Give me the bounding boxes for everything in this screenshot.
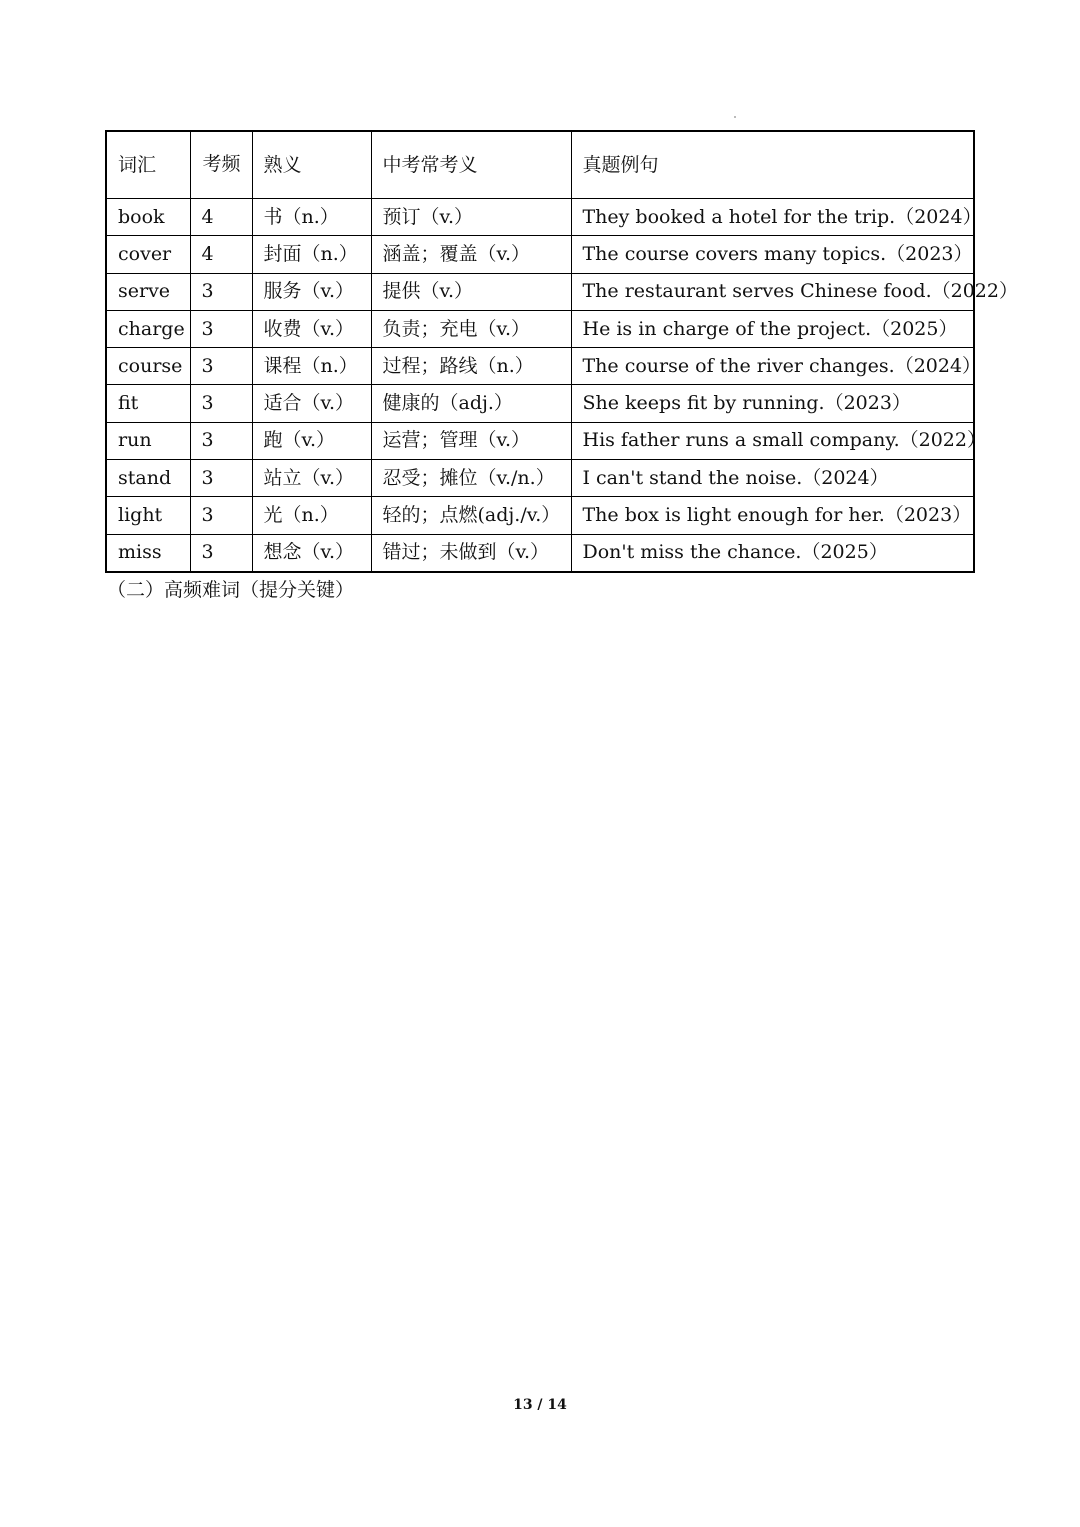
cell-word: cover	[106, 236, 190, 273]
cell-frequency: 4	[190, 199, 252, 236]
table-row	[106, 385, 974, 422]
cell-example-sentence: The box is light enough for her.（2023）	[571, 497, 974, 534]
cell-frequency: 3	[190, 310, 252, 347]
table-header-row	[106, 131, 974, 199]
cell-basic-meaning: 跑（v.）	[252, 422, 371, 459]
table-row	[106, 273, 974, 310]
table-body	[106, 199, 1018, 572]
cell-word: serve	[106, 273, 190, 310]
cell-frequency: 3	[190, 497, 252, 534]
cell-example-sentence: She keeps fit by running.（2023）	[571, 385, 974, 422]
table-row	[106, 422, 974, 459]
cell-exam-meaning: 提供（v.）	[371, 273, 571, 310]
table-row	[106, 199, 974, 236]
cell-frequency: 3	[190, 534, 252, 572]
cell-example-sentence: Don't miss the chance.（2025）	[571, 534, 974, 572]
table-row	[106, 497, 974, 534]
cell-word: book	[106, 199, 190, 236]
table-row	[106, 534, 974, 572]
section-heading: （二）高频难词（提分关键）	[107, 579, 355, 601]
cell-word: stand	[106, 460, 190, 497]
cell-exam-meaning: 预订（v.）	[371, 199, 571, 236]
cell-word: light	[106, 497, 190, 534]
header-basic-meaning: 熟义	[252, 131, 371, 199]
table-row	[106, 310, 974, 347]
cell-exam-meaning: 涵盖；覆盖（v.）	[371, 236, 571, 273]
cell-example-sentence: I can't stand the noise.（2024）	[571, 460, 974, 497]
page-number: 13 / 14	[513, 1397, 567, 1413]
table-row	[106, 460, 974, 497]
cell-frequency: 3	[190, 385, 252, 422]
cell-frequency: 3	[190, 460, 252, 497]
cell-example-sentence: The restaurant serves Chinese food.（2022）	[571, 273, 974, 310]
cell-word: fit	[106, 385, 190, 422]
cell-basic-meaning: 收费（v.）	[252, 310, 371, 347]
cell-basic-meaning: 封面（n.）	[252, 236, 371, 273]
cell-exam-meaning: 运营；管理（v.）	[371, 422, 571, 459]
cell-word: run	[106, 422, 190, 459]
cell-frequency: 3	[190, 348, 252, 385]
cell-exam-meaning: 忍受；摊位（v./n.）	[371, 460, 571, 497]
cell-exam-meaning: 错过；未做到（v.）	[371, 534, 571, 572]
cell-frequency: 4	[190, 236, 252, 273]
cell-frequency: 3	[190, 422, 252, 459]
cell-example-sentence: They booked a hotel for the trip.（2024）	[571, 199, 974, 236]
header-example-sentence: 真题例句	[571, 131, 974, 199]
cell-exam-meaning: 健康的（adj.）	[371, 385, 571, 422]
cell-word: charge	[106, 310, 190, 347]
cell-example-sentence: The course covers many topics.（2023）	[571, 236, 974, 273]
cell-exam-meaning: 过程；路线（n.）	[371, 348, 571, 385]
scan-speck	[734, 116, 736, 118]
cell-basic-meaning: 光（n.）	[252, 497, 371, 534]
cell-basic-meaning: 适合（v.）	[252, 385, 371, 422]
cell-example-sentence: His father runs a small company.（2022）	[571, 422, 974, 459]
cell-word: course	[106, 348, 190, 385]
header-word: 词汇	[106, 131, 190, 199]
cell-basic-meaning: 书（n.）	[252, 199, 371, 236]
cell-basic-meaning: 想念（v.）	[252, 534, 371, 572]
cell-basic-meaning: 站立（v.）	[252, 460, 371, 497]
cell-exam-meaning: 负责；充电（v.）	[371, 310, 571, 347]
header-exam-meaning: 中考常考义	[371, 131, 571, 199]
vocabulary-table	[105, 130, 1018, 573]
cell-word: miss	[106, 534, 190, 572]
cell-example-sentence: The course of the river changes.（2024）	[571, 348, 974, 385]
cell-example-sentence: He is in charge of the project.（2025）	[571, 310, 974, 347]
cell-basic-meaning: 课程（n.）	[252, 348, 371, 385]
cell-frequency: 3	[190, 273, 252, 310]
table-row	[106, 348, 974, 385]
cell-basic-meaning: 服务（v.）	[252, 273, 371, 310]
table-row	[106, 236, 974, 273]
header-frequency: 考频	[190, 131, 252, 199]
cell-exam-meaning: 轻的；点燃(adj./v.）	[371, 497, 571, 534]
